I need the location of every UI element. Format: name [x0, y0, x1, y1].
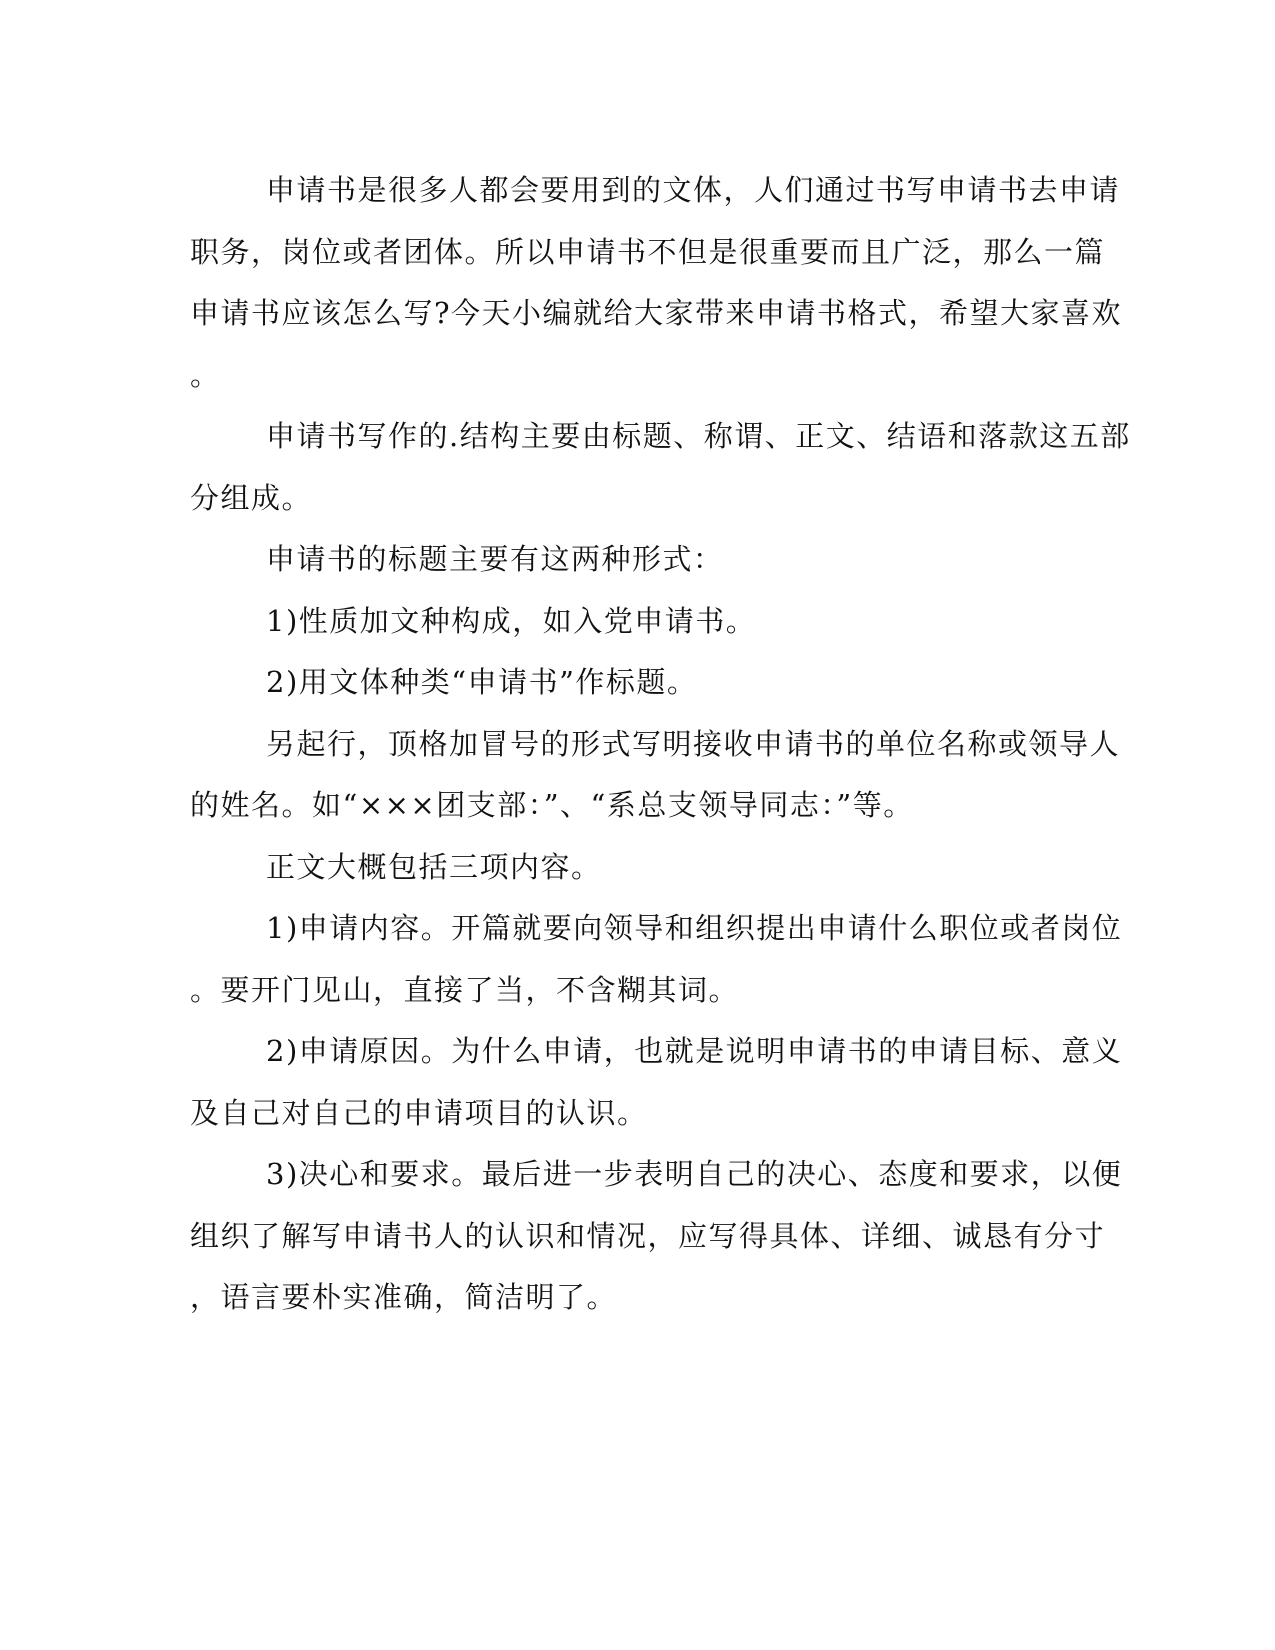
text-line: 另起行，顶格加冒号的形式写明接收申请书的单位名称或领导人: [266, 726, 1121, 761]
text-line: 的姓名。如“×××团支部：”、“系总支领导同志：”等。: [190, 788, 914, 822]
text-line: 分组成。: [190, 480, 313, 515]
text-line: 3)决心和要求。最后进一步表明自己的决心、态度和要求，以便: [266, 1157, 1123, 1191]
text-line: 。: [190, 357, 221, 392]
text-line: 2)用文体种类“申请书”作标题。: [266, 665, 698, 699]
text-line: 申请书写作的.结构主要由标题、称谓、正文、结语和落款这五部: [266, 419, 1131, 453]
text-line: 及自己对自己的申请项目的认识。: [190, 1095, 648, 1130]
text-line: 。要开门见山，直接了当，不含糊其词。: [190, 972, 740, 1007]
text-line: 组织了解写申请书人的认识和情况，应写得具体、详细、诚恳有分寸: [190, 1218, 1106, 1253]
text-line: 职务，岗位或者团体。所以申请书不但是很重要而且广泛，那么一篇: [190, 234, 1106, 269]
text-line: ，语言要朴实准确，简洁明了。: [190, 1280, 618, 1314]
text-line: 2)申请原因。为什么申请，也就是说明申请书的申请目标、意义: [266, 1034, 1123, 1068]
document-body: [190, 160, 1131, 1329]
text-line: 1)性质加文种构成，如入党申请书。: [266, 603, 757, 638]
text-line: 申请书是很多人都会要用到的文体，人们通过书写申请书去申请: [266, 173, 1121, 207]
text-line: 正文大概包括三项内容。: [266, 849, 602, 884]
text-line: 申请书应该怎么写?今天小编就给大家带来申请书格式，希望大家喜欢: [190, 296, 1123, 330]
text-line: 申请书的标题主要有这两种形式：: [266, 542, 724, 576]
text-line: 1)申请内容。开篇就要向领导和组织提出申请什么职位或者岗位: [266, 911, 1123, 945]
